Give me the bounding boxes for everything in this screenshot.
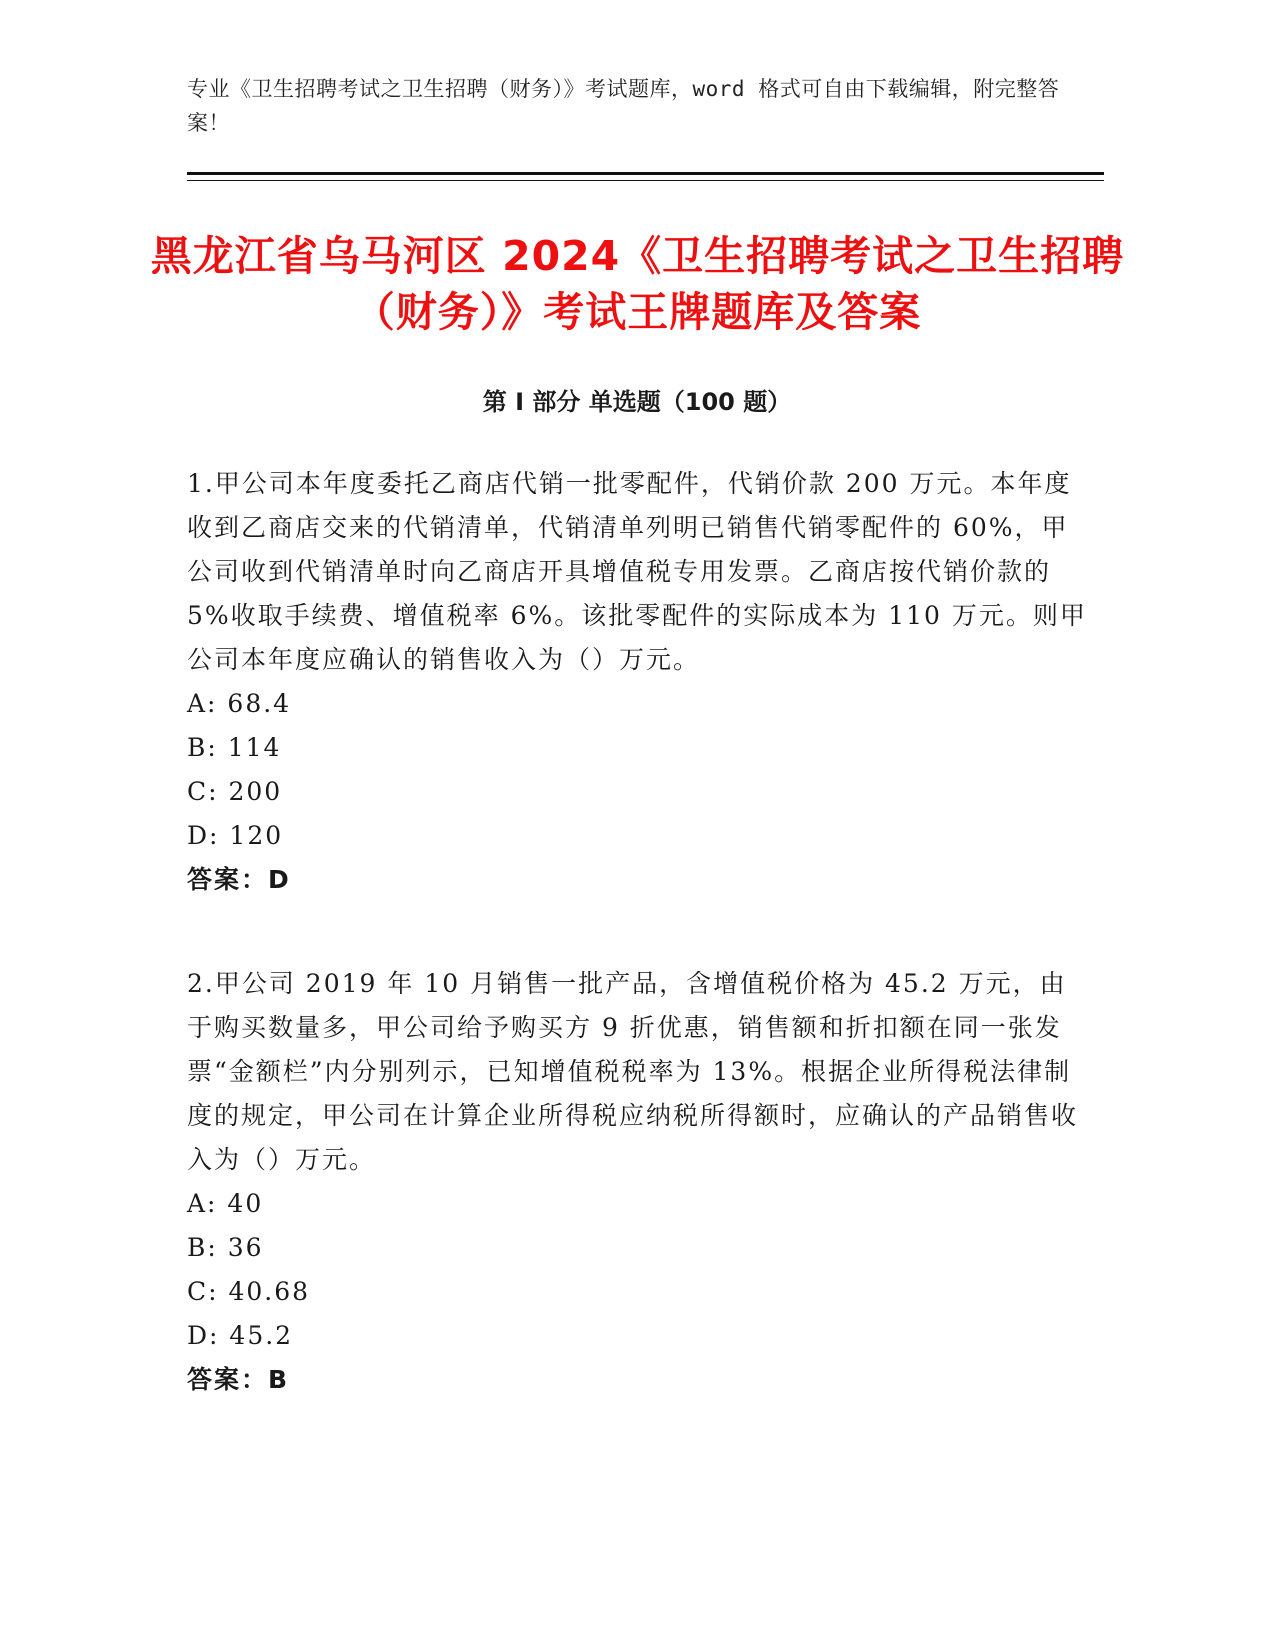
- option-c: C: 40.68: [187, 1277, 311, 1306]
- header-note: 专业《卫生招聘考试之卫生招聘（财务）》考试题库，word 格式可自由下载编辑，附完整答案！: [187, 77, 1060, 135]
- question-stem: 2.甲公司 2019 年 10 月销售一批产品，含增值税价格为 45.2 万元，由于购买数量多，甲公司给予购买方 9 折优惠，销售额和折扣额在同一张发票“金额栏”内分别列示，已知增值税税率为 13%。根据企业所得税法律制度的规定，甲公司在计算企业所得税应纳税所得额时，应确认的产品销售收入为（）万元。: [187, 969, 1079, 1174]
- option-d: D: 120: [187, 821, 284, 850]
- option-a: A: 40: [187, 1189, 264, 1218]
- option-a: A: 68.4: [187, 689, 292, 718]
- option-b: B: 36: [187, 1233, 264, 1262]
- section-title: 第 I 部分 单选题（100 题）: [482, 388, 792, 416]
- option-c: C: 200: [187, 777, 283, 806]
- header-divider-thick: [187, 172, 1104, 175]
- question-1: [187, 462, 1087, 902]
- answer: 答案：D: [187, 865, 291, 894]
- document-title: 黑龙江省乌马河区 2024《卫生招聘考试之卫生招聘（财务）》考试王牌题库及答案: [150, 232, 1125, 336]
- question-2: [187, 962, 1087, 1402]
- header-divider-thin: [187, 180, 1104, 181]
- answer: 答案：B: [187, 1365, 290, 1394]
- question-stem: 1.甲公司本年度委托乙商店代销一批零配件，代销价款 200 万元。本年度收到乙商店交来的代销清单，代销清单列明已销售代销零配件的 60%，甲公司收到代销清单时向乙商店开具增值税专用发票。乙商店按代销价款的 5%收取手续费、增值税率 6%。该批零配件的实际成本为 110 万元。则甲公司本年度应确认的销售收入为（）万元。: [187, 469, 1087, 674]
- option-b: B: 114: [187, 733, 282, 762]
- option-d: D: 45.2: [187, 1321, 294, 1350]
